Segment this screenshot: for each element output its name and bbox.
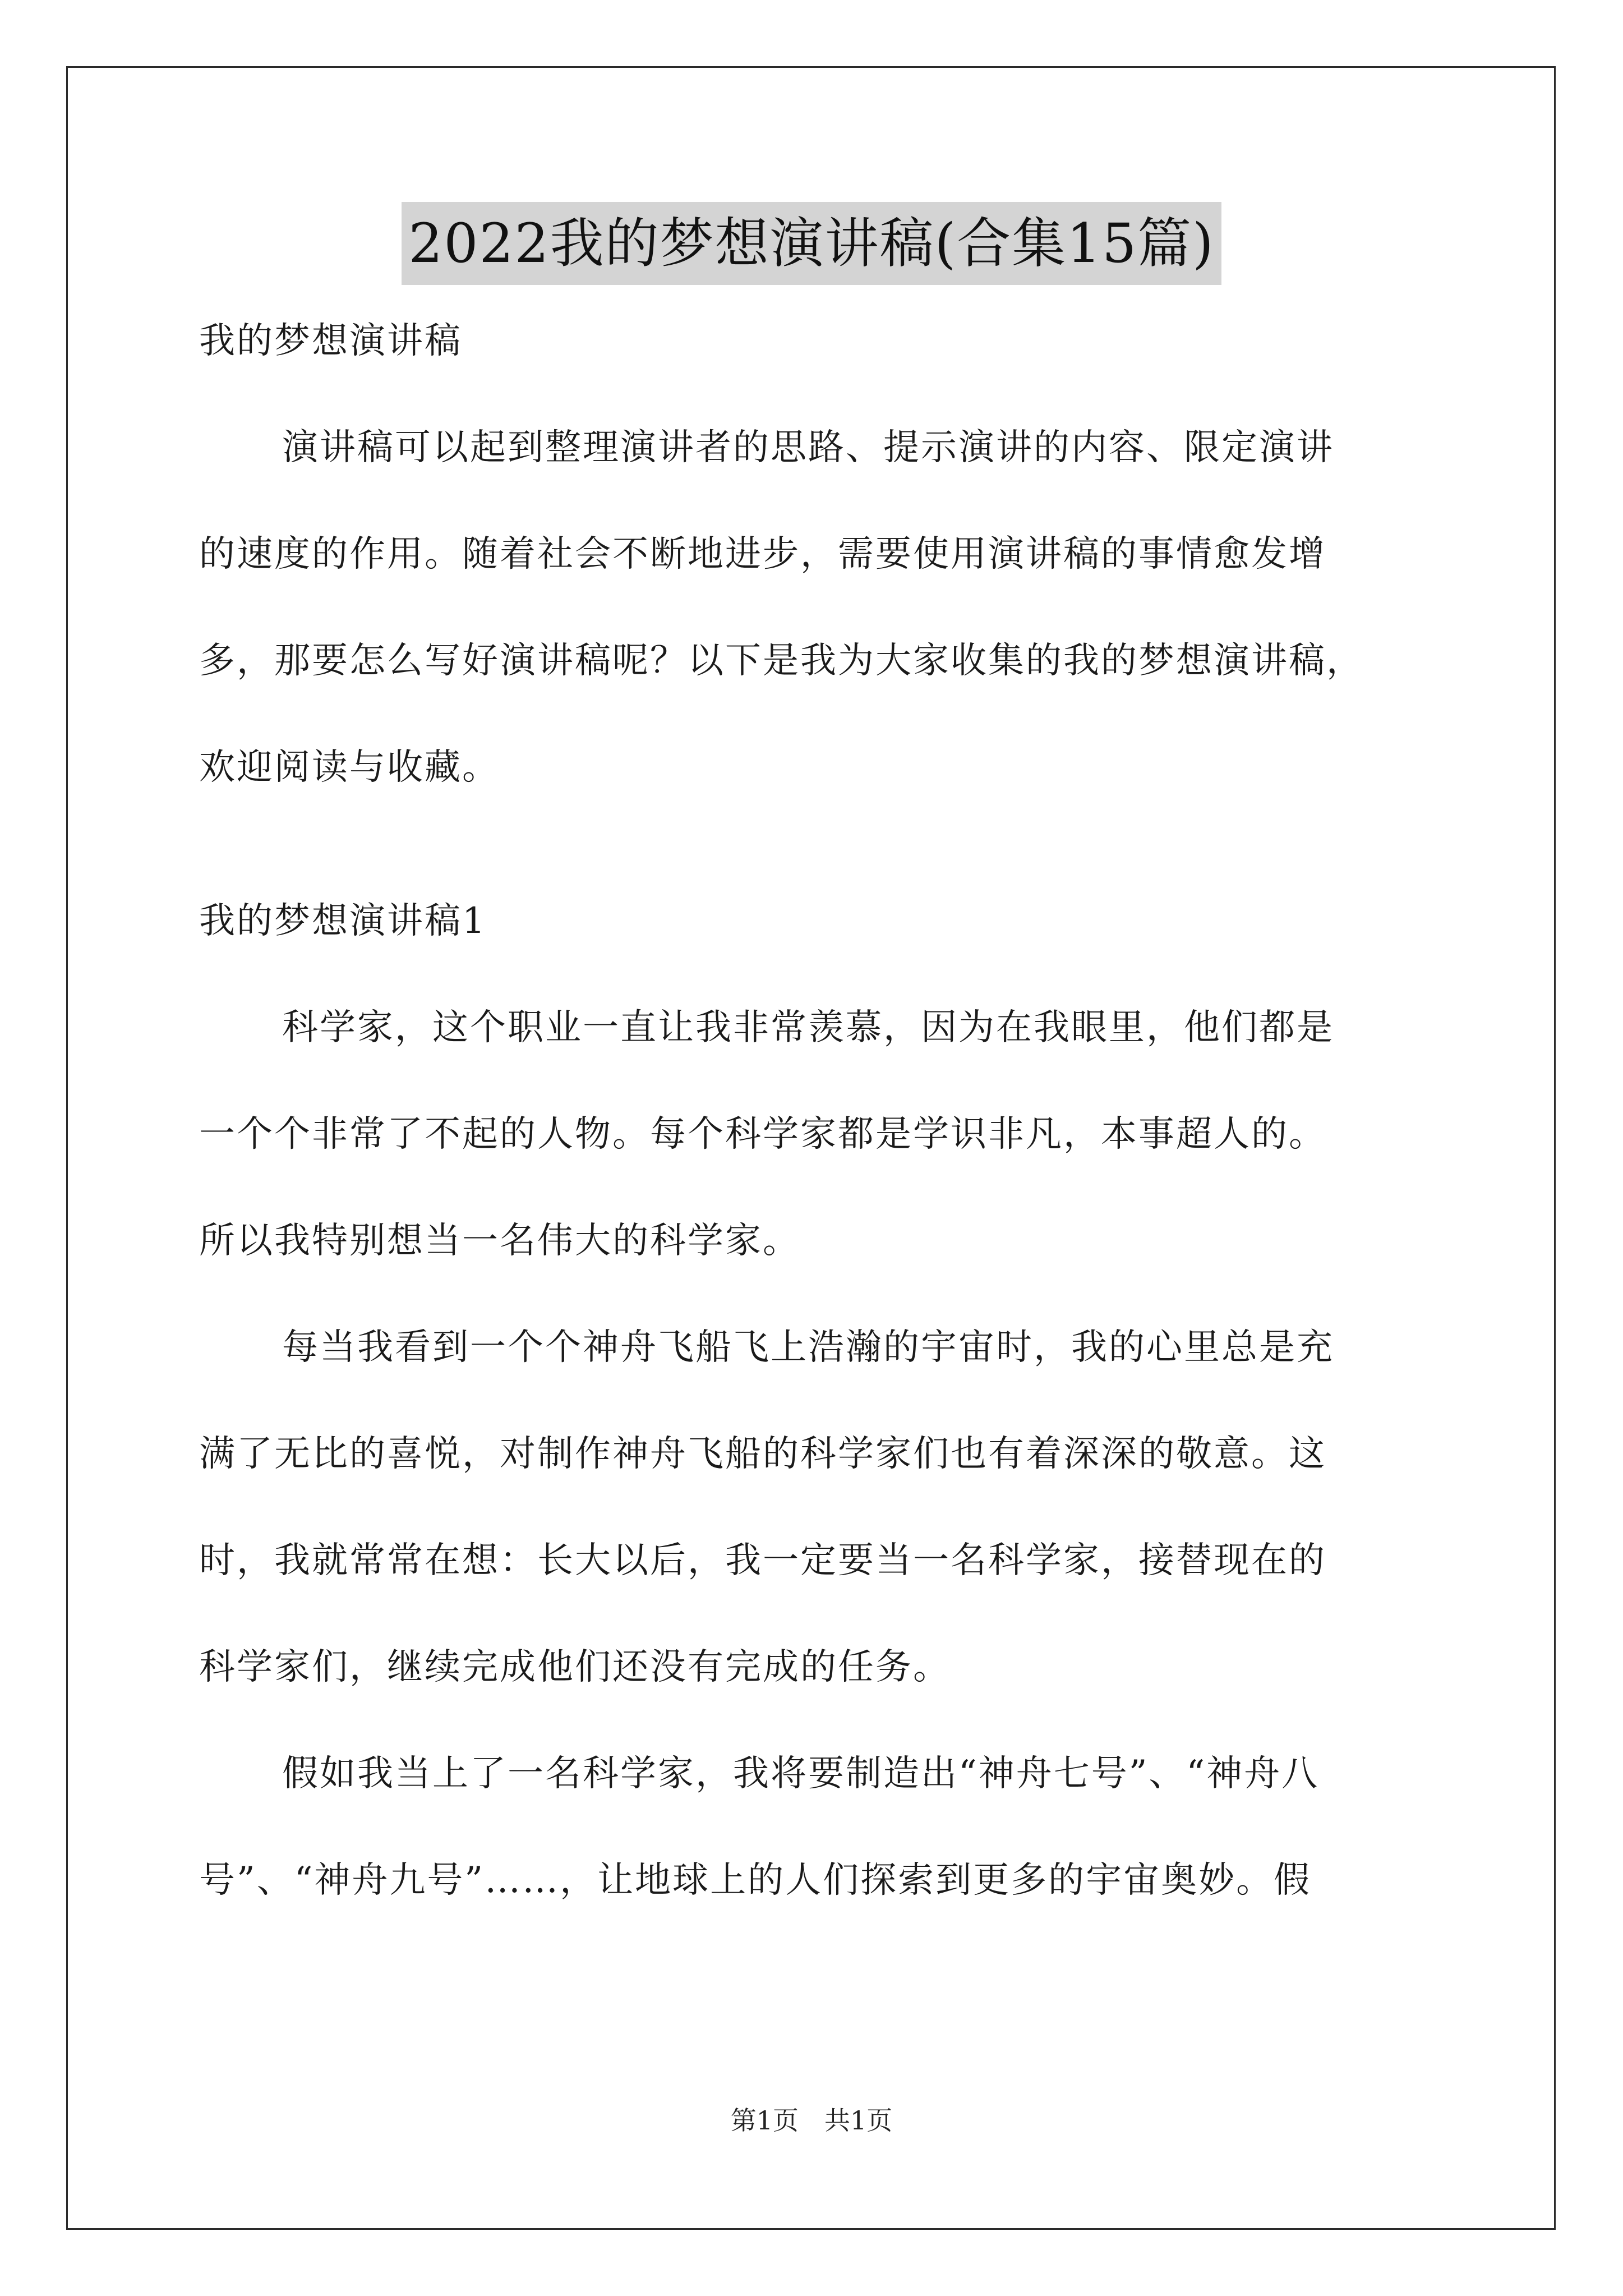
- paragraph-line: 科学家们，继续完成他们还没有完成的任务。: [199, 1646, 951, 1688]
- title-wrap: [0, 202, 1623, 285]
- paragraph-line: 每当我看到一个个神舟飞船飞上浩瀚的宇宙时，我的心里总是充: [282, 1327, 1334, 1368]
- paragraph-line: 满了无比的喜悦，对制作神舟飞船的科学家们也有着深深的敬意。这: [199, 1433, 1326, 1475]
- intro-line: 演讲稿可以起到整理演讲者的思路、提示演讲的内容、限定演讲: [282, 427, 1334, 468]
- intro-line: 的速度的作用。随着社会不断地进步，需要使用演讲稿的事情愈发增: [199, 533, 1326, 575]
- intro-heading: 我的梦想演讲稿: [199, 320, 462, 362]
- paragraph-line: 假如我当上了一名科学家，我将要制造出“神舟七号”、“神舟八: [282, 1753, 1320, 1795]
- section1-heading: 我的梦想演讲稿1: [199, 900, 487, 942]
- paragraph-line: 所以我特别想当一名伟大的科学家。: [199, 1220, 800, 1262]
- paragraph-line: 一个个非常了不起的人物。每个科学家都是学识非凡，本事超人的。: [199, 1114, 1326, 1155]
- paragraph-line: 科学家，这个职业一直让我非常羡慕，因为在我眼里，他们都是: [282, 1007, 1334, 1048]
- paragraph-line: 号”、“神舟九号”……，让地球上的人们探索到更多的宇宙奥妙。假: [199, 1860, 1312, 1901]
- intro-line: 多，那要怎么写好演讲稿呢？以下是我为大家收集的我的梦想演讲稿，: [199, 640, 1364, 682]
- paragraph-line: 时，我就常常在想：长大以后，我一定要当一名科学家，接替现在的: [199, 1540, 1326, 1581]
- page-footer: 第1页 共1页: [730, 2105, 893, 2136]
- document-body: [199, 314, 1455, 1960]
- document-title: 2022我的梦想演讲稿(合集15篇): [402, 202, 1221, 285]
- intro-line: 欢迎阅读与收藏。: [199, 747, 500, 788]
